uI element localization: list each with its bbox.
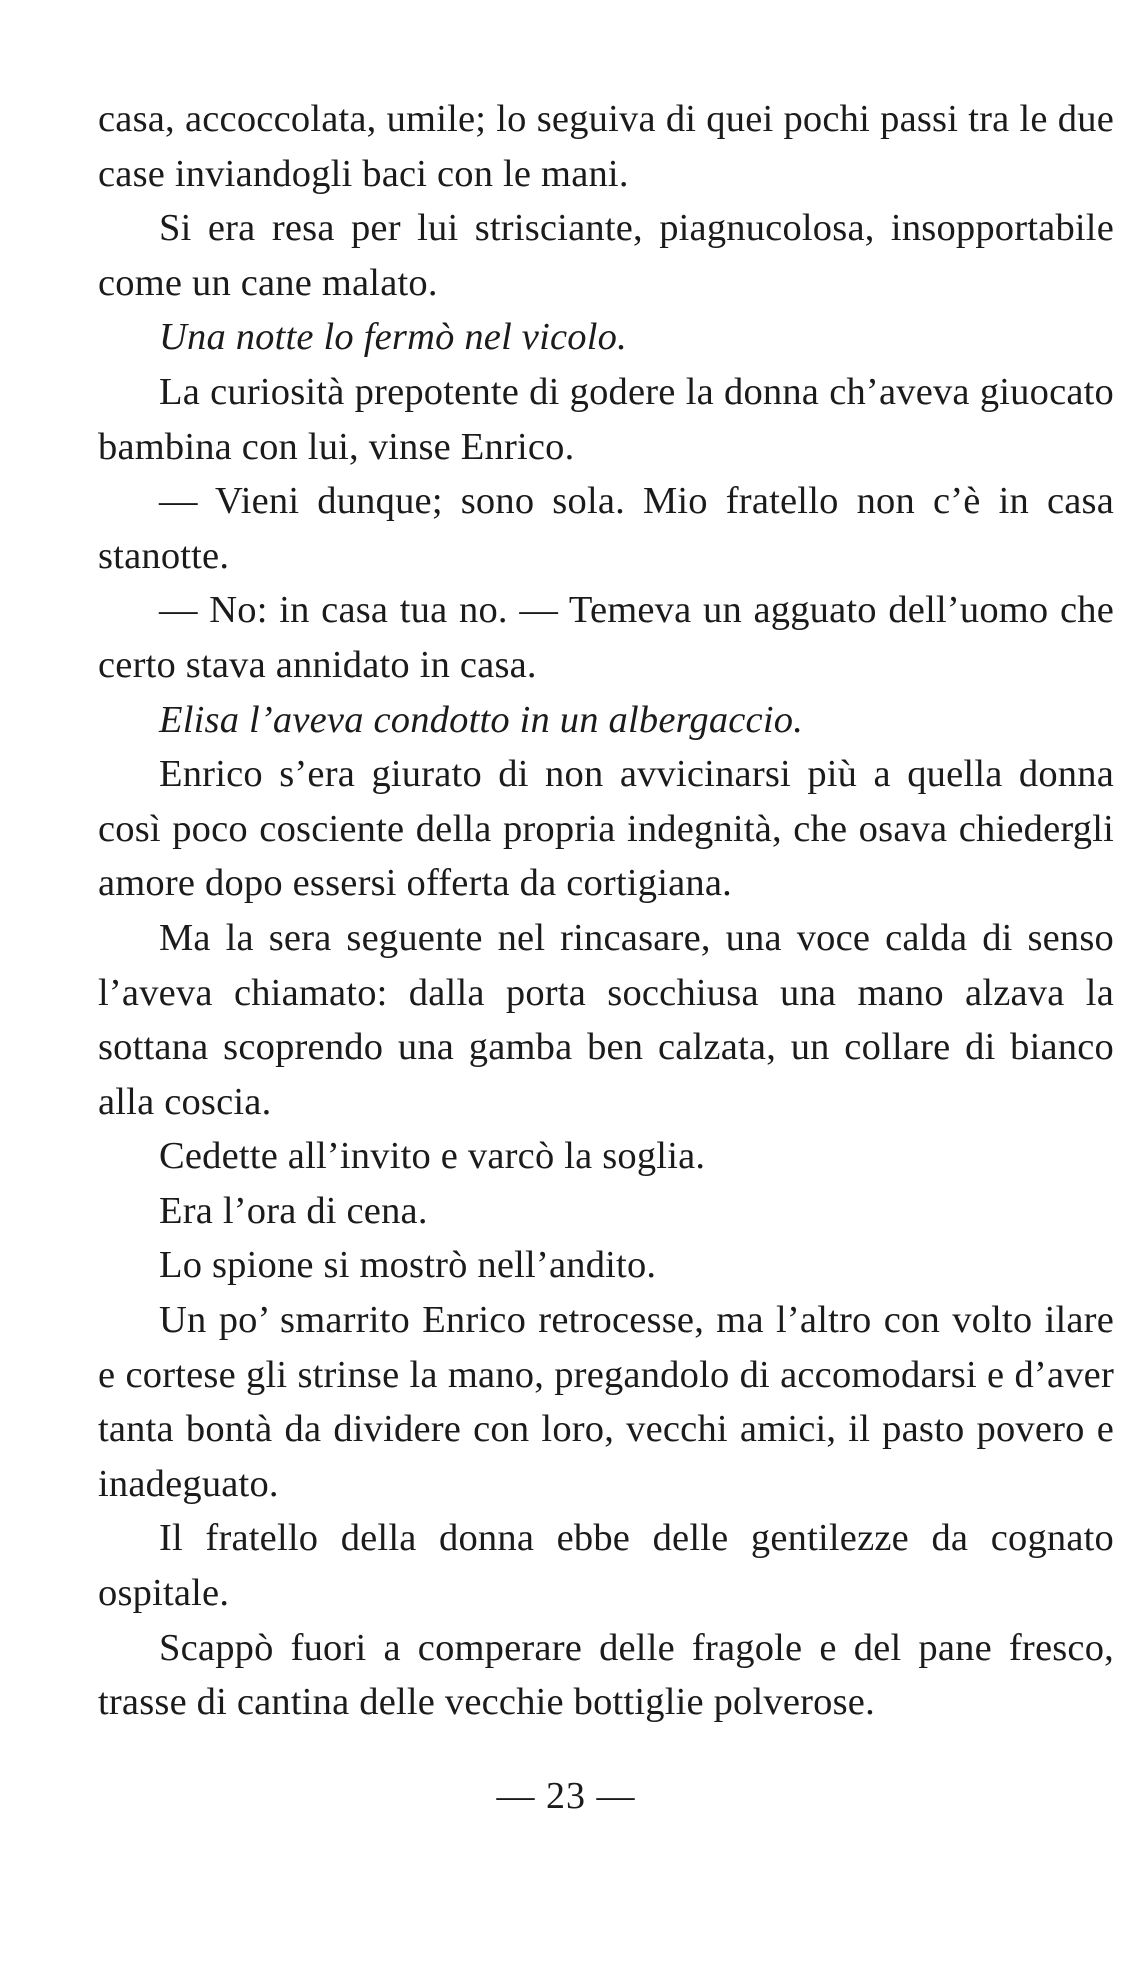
paragraph-4: La curiosità prepotente di godere la donna ch’aveva giuocato bambina con lui, vinse Enrico. — [98, 370, 1114, 468]
paragraph-13: Un po’ smarrito Enrico retrocesse, ma l’altro con volto ilare e cortese gli strinse la mano, pregandolo di accomodarsi e d’aver tanta bontà da dividere con loro, vecchi amici, il pasto povero e inadeguato. — [98, 1299, 1114, 1505]
paragraph-7: Elisa l’aveva condotto in un albergaccio. — [159, 698, 804, 741]
paragraph-10: Cedette all’invito e varcò la soglia. — [159, 1135, 706, 1178]
paragraph-15: Scappò fuori a comperare delle fragole e del pane fresco, trasse di cantina delle vecchie bottiglie polverose. — [98, 1626, 1114, 1724]
page-number: — 23 — — [496, 1775, 636, 1817]
paragraph-11: Era l’ora di cena. — [159, 1189, 428, 1232]
paragraph-1: casa, accoccolata, umile; lo seguiva di quei pochi passi tra le due case inviandogli baci con le mani. — [98, 98, 1114, 195]
paragraph-12: Lo spione si mostrò nell’andito. — [159, 1244, 657, 1287]
paragraph-2: Si era resa per lui strisciante, piagnucolosa, insopportabile come un cane malato. — [98, 207, 1114, 304]
paragraph-5: — Vieni dunque; sono sola. Mio fratello non c’è in casa stanotte. — [98, 480, 1114, 577]
paragraph-8: Enrico s’era giurato di non avvicinarsi più a quella donna così poco cosciente della propria indegnità, che osava chiedergli amore dopo essersi offerta da cortigiana. — [98, 753, 1114, 905]
paragraph-6: — No: in casa tua no. — Temeva un agguato dell’uomo che certo stava annidato in casa. — [98, 589, 1114, 686]
body-text — [98, 92, 1114, 1730]
paragraph-14: Il fratello della donna ebbe delle gentilezze da cognato ospitale. — [98, 1517, 1114, 1615]
paragraph-3: Una notte lo fermò nel vicolo. — [159, 316, 627, 359]
paragraph-9: Ma la sera seguente nel rincasare, una voce calda di senso l’aveva chiamato: dalla porta socchiusa una mano alzava la sottana scoprendo una gamba ben calzata, un collare di bianco alla coscia. — [98, 916, 1114, 1123]
